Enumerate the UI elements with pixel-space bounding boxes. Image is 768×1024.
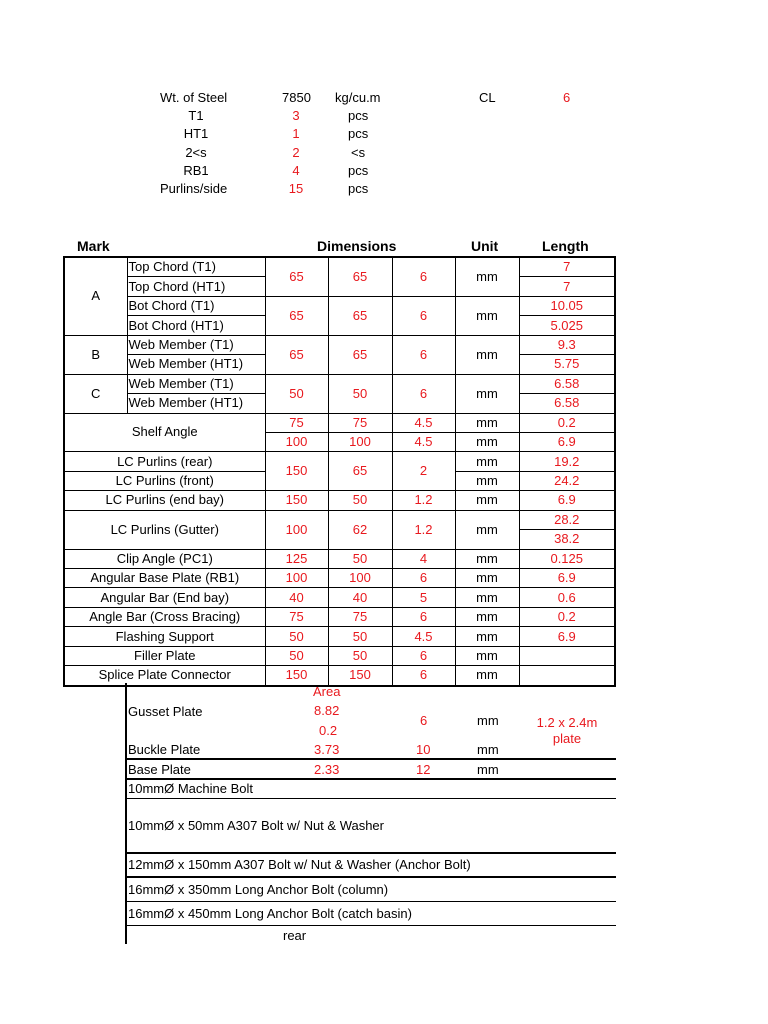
dim-cell: 62 xyxy=(328,510,392,549)
length-cell: 5.75 xyxy=(519,355,615,374)
dim-cell: 6 xyxy=(392,646,455,665)
unit-cell: mm xyxy=(455,452,519,471)
mark-cell: A xyxy=(64,257,127,335)
param-value: 1 xyxy=(292,126,300,141)
param-label: Purlins/side xyxy=(160,181,228,196)
dim-cell: 50 xyxy=(265,627,328,646)
table-row xyxy=(64,588,615,607)
unit-cell: mm xyxy=(455,374,519,413)
table-row xyxy=(64,491,615,510)
dim-cell: 6 xyxy=(392,607,455,626)
item-name: Web Member (T1) xyxy=(127,374,265,393)
dim-cell: 65 xyxy=(328,296,392,335)
table-row xyxy=(64,607,615,626)
length-cell: 0.2 xyxy=(519,607,615,626)
length-cell: 9.3 xyxy=(519,335,615,354)
param-unit: pcs xyxy=(348,108,369,123)
length-cell: 6.9 xyxy=(519,432,615,451)
dim-cell: 6 xyxy=(392,296,455,335)
dim-cell: 150 xyxy=(265,491,328,510)
dim-cell: 4 xyxy=(392,549,455,568)
dim-cell: 75 xyxy=(328,413,392,432)
dim-cell: 6 xyxy=(392,666,455,686)
dim-cell: 50 xyxy=(265,646,328,665)
dim-cell: 50 xyxy=(328,374,392,413)
length-cell: 6.9 xyxy=(519,627,615,646)
unit-cell: mm xyxy=(455,471,519,490)
item-name: Top Chord (T1) xyxy=(127,257,265,277)
table-row xyxy=(64,374,615,393)
buckle-area: 3.73 xyxy=(314,742,340,757)
item-name: Web Member (T1) xyxy=(127,335,265,354)
buckle-thickness: 10 xyxy=(416,742,431,757)
buckle-unit: mm xyxy=(477,742,499,757)
header-dimensions: Dimensions xyxy=(317,238,397,254)
dim-cell: 75 xyxy=(265,607,328,626)
divider xyxy=(126,778,616,780)
dim-cell: 75 xyxy=(265,413,328,432)
item-name: LC Purlins (front) xyxy=(64,471,265,490)
dim-cell: 65 xyxy=(328,257,392,296)
unit-cell: mm xyxy=(455,569,519,588)
dim-cell: 100 xyxy=(265,510,328,549)
dim-cell: 65 xyxy=(265,335,328,374)
length-cell: 19.2 xyxy=(519,452,615,471)
table-row xyxy=(64,257,615,277)
length-cell: 6.9 xyxy=(519,569,615,588)
unit-cell: mm xyxy=(455,491,519,510)
header-unit: Unit xyxy=(471,238,499,254)
unit-cell: mm xyxy=(455,666,519,686)
param-label: HT1 xyxy=(183,126,209,141)
unit-cell: mm xyxy=(455,510,519,549)
dim-cell: 100 xyxy=(265,432,328,451)
dim-cell: 6 xyxy=(392,374,455,413)
plate-note: 1.2 x 2.4m plate xyxy=(536,715,598,746)
param-unit: <s xyxy=(351,145,366,160)
unit-cell: mm xyxy=(455,607,519,626)
length-cell: 28.2 xyxy=(519,510,615,529)
item-name: LC Purlins (end bay) xyxy=(64,491,265,510)
left-rule xyxy=(125,683,127,944)
param-label: 2<s xyxy=(185,145,207,160)
bolt-item: 16mmØ x 350mm Long Anchor Bolt (column) xyxy=(128,882,389,897)
dim-cell: 150 xyxy=(265,452,328,491)
base-plate-unit: mm xyxy=(477,762,499,777)
item-name: Web Member (HT1) xyxy=(127,355,265,374)
area-label: Area xyxy=(313,684,341,699)
dim-cell: 4.5 xyxy=(392,627,455,646)
dim-cell: 65 xyxy=(328,452,392,491)
item-name: Angle Bar (Cross Bracing) xyxy=(64,607,265,626)
dim-cell: 65 xyxy=(328,335,392,374)
unit-cell: mm xyxy=(455,549,519,568)
unit-cell: mm xyxy=(455,432,519,451)
dim-cell: 1.2 xyxy=(392,510,455,549)
table-row xyxy=(64,549,615,568)
param-value: 7850 xyxy=(282,90,311,105)
item-name: Web Member (HT1) xyxy=(127,394,265,413)
base-plate-area: 2.33 xyxy=(314,762,340,777)
dim-cell: 1.2 xyxy=(392,491,455,510)
dim-cell: 75 xyxy=(328,607,392,626)
table-row xyxy=(64,510,615,529)
base-plate-thickness: 12 xyxy=(416,762,431,777)
item-name: Splice Plate Connector xyxy=(64,666,265,686)
length-cell: 0.6 xyxy=(519,588,615,607)
dim-cell: 40 xyxy=(328,588,392,607)
dim-cell: 50 xyxy=(265,374,328,413)
cl-label: CL xyxy=(479,90,496,105)
gusset-thickness: 6 xyxy=(420,713,428,728)
length-cell: 6.9 xyxy=(519,491,615,510)
table-row xyxy=(64,627,615,646)
item-name: Clip Angle (PC1) xyxy=(64,549,265,568)
unit-cell: mm xyxy=(455,588,519,607)
dim-cell: 100 xyxy=(328,432,392,451)
item-name: Flashing Support xyxy=(64,627,265,646)
length-cell: 24.2 xyxy=(519,471,615,490)
mark-cell: C xyxy=(64,374,127,413)
param-unit: pcs xyxy=(348,126,369,141)
unit-cell: mm xyxy=(455,413,519,432)
dim-cell: 4.5 xyxy=(392,432,455,451)
param-value: 2 xyxy=(292,145,300,160)
dim-cell: 100 xyxy=(265,569,328,588)
bolt-item: 16mmØ x 450mm Long Anchor Bolt (catch basin) xyxy=(128,906,412,921)
param-unit: pcs xyxy=(348,163,369,178)
param-label: Wt. of Steel xyxy=(160,90,228,105)
gusset-area-2: 0.2 xyxy=(319,723,338,738)
item-name: LC Purlins (rear) xyxy=(64,452,265,471)
length-cell: 0.2 xyxy=(519,413,615,432)
length-cell xyxy=(519,666,615,686)
divider xyxy=(126,758,616,760)
item-name: Bot Chord (T1) xyxy=(127,296,265,315)
dim-cell: 50 xyxy=(328,549,392,568)
table-row xyxy=(64,666,615,686)
divider xyxy=(126,876,616,878)
param-unit: kg/cu.m xyxy=(335,90,381,105)
unit-cell: mm xyxy=(455,257,519,296)
item-name: Shelf Angle xyxy=(64,413,265,452)
dim-cell: 100 xyxy=(328,569,392,588)
dim-cell: 40 xyxy=(265,588,328,607)
bolt-item: 12mmØ x 150mm A307 Bolt w/ Nut & Washer (Anchor Bolt) xyxy=(128,857,471,872)
gusset-unit: mm xyxy=(477,713,499,728)
steel-table xyxy=(63,256,616,687)
divider xyxy=(126,925,616,926)
gusset-label: Gusset Plate xyxy=(128,704,203,719)
unit-cell: mm xyxy=(455,296,519,335)
buckle-label: Buckle Plate xyxy=(128,742,201,757)
bolt-item: 10mmØ x 50mm A307 Bolt w/ Nut & Washer xyxy=(128,818,384,833)
divider xyxy=(126,798,616,799)
length-cell: 6.58 xyxy=(519,394,615,413)
table-row xyxy=(64,296,615,315)
table-row xyxy=(64,646,615,665)
dim-cell: 50 xyxy=(328,627,392,646)
param-unit: pcs xyxy=(348,181,369,196)
dim-cell: 150 xyxy=(265,666,328,686)
base-plate-label: Base Plate xyxy=(128,762,191,777)
rear-note: rear xyxy=(283,928,307,943)
length-cell: 0.125 xyxy=(519,549,615,568)
table-row xyxy=(64,569,615,588)
gusset-area: 8.82 xyxy=(314,703,340,718)
dim-cell: 150 xyxy=(328,666,392,686)
dim-cell: 6 xyxy=(392,257,455,296)
dim-cell: 6 xyxy=(392,335,455,374)
param-value: 4 xyxy=(292,163,300,178)
length-cell: 10.05 xyxy=(519,296,615,315)
param-value: 3 xyxy=(292,108,300,123)
item-name: Angular Base Plate (RB1) xyxy=(64,569,265,588)
unit-cell: mm xyxy=(455,335,519,374)
length-cell xyxy=(519,646,615,665)
unit-cell: mm xyxy=(455,627,519,646)
table-row xyxy=(64,452,615,471)
divider xyxy=(126,901,616,902)
dim-cell: 2 xyxy=(392,452,455,491)
param-value: 15 xyxy=(288,181,304,196)
header-length: Length xyxy=(542,238,589,254)
unit-cell: mm xyxy=(455,646,519,665)
item-name: Bot Chord (HT1) xyxy=(127,316,265,335)
divider xyxy=(126,852,616,854)
bolt-item: 10mmØ Machine Bolt xyxy=(128,781,253,796)
dim-cell: 125 xyxy=(265,549,328,568)
dim-cell: 50 xyxy=(328,646,392,665)
dim-cell: 6 xyxy=(392,569,455,588)
item-name: Filler Plate xyxy=(64,646,265,665)
mark-cell: B xyxy=(64,335,127,374)
cl-value: 6 xyxy=(563,90,571,105)
item-name: Angular Bar (End bay) xyxy=(64,588,265,607)
length-cell: 38.2 xyxy=(519,530,615,549)
dim-cell: 65 xyxy=(265,257,328,296)
dim-cell: 50 xyxy=(328,491,392,510)
dim-cell: 4.5 xyxy=(392,413,455,432)
table-row xyxy=(64,413,615,432)
param-label: RB1 xyxy=(183,163,209,178)
item-name: LC Purlins (Gutter) xyxy=(64,510,265,549)
length-cell: 6.58 xyxy=(519,374,615,393)
length-cell: 7 xyxy=(519,277,615,296)
length-cell: 7 xyxy=(519,257,615,277)
item-name: Top Chord (HT1) xyxy=(127,277,265,296)
header-mark: Mark xyxy=(77,238,110,254)
dim-cell: 5 xyxy=(392,588,455,607)
table-row xyxy=(64,335,615,354)
param-label: T1 xyxy=(188,108,204,123)
dim-cell: 65 xyxy=(265,296,328,335)
length-cell: 5.025 xyxy=(519,316,615,335)
